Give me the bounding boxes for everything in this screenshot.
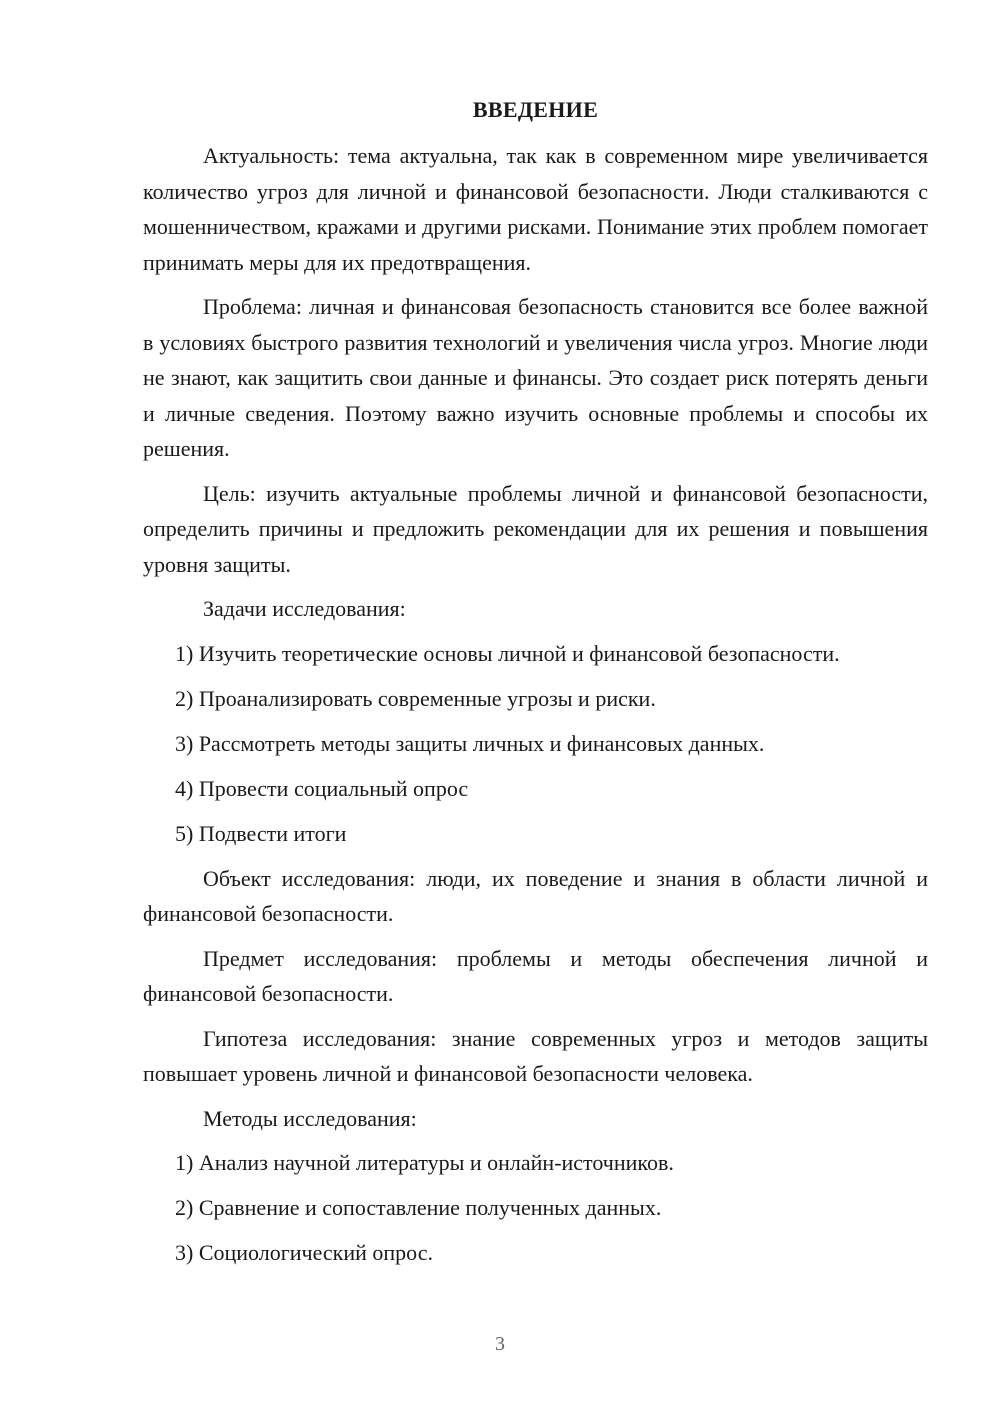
goal-paragraph: Цель: изучить актуальные проблемы личной и финансовой безопасности, определить причины и предложить рекомендации для их решения и повышения уровня защиты. — [143, 480, 928, 577]
tasks-heading: Задачи исследования: — [203, 596, 406, 621]
subject-paragraph: Предмет исследования: проблемы и методы обеспечения личной и финансовой безопасности. — [143, 945, 928, 1006]
problem-paragraph: Проблема: личная и финансовая безопасность становится все более важной в условиях быстрого развития технологий и увеличения числа угроз. Многие люди не знают, как защитить свои данные и финансы. Это создает риск потерять деньги и личные сведения. Поэтому важно изучить основные проблемы и способы их решения. — [143, 294, 928, 461]
hypothesis-paragraph: Гипотеза исследования: знание современных угроз и методов защиты повышает уровень личной и финансовой безопасности человека. — [143, 1025, 928, 1086]
task-item: 4) Провести социальный опрос — [175, 775, 469, 801]
object-paragraph: Объект исследования: люди, их поведение и знания в области личной и финансовой безопасности. — [143, 865, 928, 926]
method-item: 3) Социологический опрос. — [175, 1240, 433, 1265]
method-item: 2) Сравнение и сопоставление полученных данных. — [175, 1195, 662, 1220]
methods-heading: Методы исследования: — [203, 1105, 417, 1131]
method-item: 1) Анализ научной литературы и онлайн-источников. — [175, 1150, 674, 1175]
task-item: 3) Рассмотреть методы защиты личных и финансовых данных. — [175, 730, 765, 756]
task-item: 5) Подвести итоги — [175, 820, 347, 846]
document-title: ВВЕДЕНИЕ — [472, 97, 599, 122]
document-page — [143, 95, 928, 1280]
methods-list — [143, 1145, 928, 1271]
tasks-list — [143, 636, 928, 852]
page-number: 3 — [495, 1333, 505, 1355]
task-item: 1) Изучить теоретические основы личной и финансовой безопасности. — [175, 640, 840, 666]
relevance-paragraph: Актуальность: тема актуальна, так как в современном мире увеличивается количество угроз для личной и финансовой безопасности. Люди сталкиваются с мошенничеством, кражами и другими рисками. Понимание этих проблем помогает принимать меры для их предотвращения. — [143, 143, 928, 275]
task-item: 2) Проанализировать современные угрозы и риски. — [175, 685, 656, 711]
